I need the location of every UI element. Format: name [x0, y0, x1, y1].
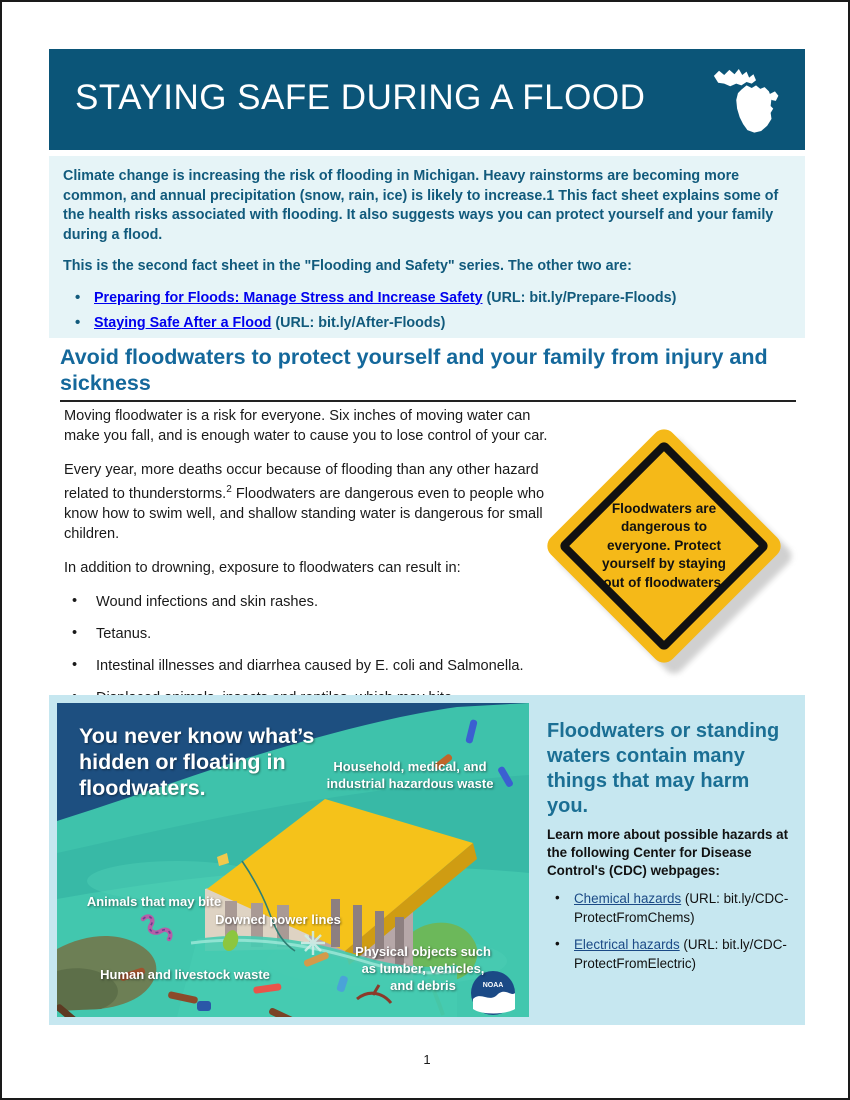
- body-paragraph-2-a: Every year, more deaths occur because of flooding than any other hazard related to thunderstorms.: [64, 462, 539, 502]
- link-chemical-hazards[interactable]: Chemical hazards: [574, 891, 682, 906]
- body-paragraph-1: Moving floodwater is a risk for everyone. Six inches of moving water can make you fall, and is enough water to cause you to lose control of your car.: [64, 408, 548, 444]
- intro-panel: [49, 156, 805, 338]
- link-url-text: (URL: bit.ly/CDC-ProtectFromChems): [574, 891, 789, 925]
- intro-paragraph-2: This is the second fact sheet in the "Flooding and Safety" series. The other two are:: [63, 258, 632, 274]
- bullet-glyph: •: [75, 288, 81, 306]
- bullet-glyph: •: [72, 592, 78, 609]
- warning-sign-text: Floodwaters are dangerous to everyone. Protect yourself by staying out of floodwaters.: [602, 500, 726, 590]
- link-url-text: (URL: bit.ly/CDC-ProtectFromElectric): [574, 937, 787, 971]
- list-item: [64, 656, 554, 676]
- intro-paragraph-1: Climate change is increasing the risk of flooding in Michigan. Heavy rainstorms are becoming more common, and annual precipitation (snow, rain, ice) is likely to increase.1 This fact sheet explains some of the health risks associated with flooding. It also suggests ways you can protect yourself and your family during a flood.: [63, 168, 779, 243]
- cdc-links-list: [547, 890, 789, 973]
- list-item: [547, 890, 789, 927]
- bullet-glyph: •: [72, 656, 78, 673]
- illustration-label-downed-power-lines: Downed power lines: [215, 912, 341, 927]
- michigan-state-map-icon: [707, 57, 793, 143]
- page-header-banner: [49, 49, 805, 150]
- illustration-heading: You never know what’s hidden or floating in floodwaters.: [79, 724, 315, 800]
- bullet-glyph: •: [72, 624, 78, 641]
- link-url-text: (URL: bit.ly/After-Floods): [271, 315, 446, 331]
- hazards-info-column: [539, 703, 797, 982]
- list-item-label: Wound infections and skin rashes.: [96, 593, 319, 610]
- section-body-column: [64, 406, 554, 720]
- link-url-text: (URL: bit.ly/Prepare-Floods): [482, 289, 677, 306]
- page-title: STAYING SAFE DURING A FLOOD: [75, 78, 646, 117]
- body-paragraph-2: [64, 460, 554, 544]
- body-paragraph-3: In addition to drowning, exposure to floodwaters can result in:: [64, 559, 461, 576]
- body-paragraph-2-b: Floodwaters are dangerous even to people who know how to swim well, and shallow standing water is dangerous for small children.: [64, 485, 545, 542]
- bullet-glyph: •: [555, 936, 560, 951]
- list-item: [63, 314, 791, 334]
- section-divider: [60, 400, 796, 402]
- illustration-label-human-livestock-waste: Human and livestock waste: [100, 967, 270, 982]
- illustration-label-hazardous-waste: Household, medical, and industrial hazardous waste: [326, 759, 494, 791]
- list-item-label: Intestinal illnesses and diarrhea caused by E. coli and Salmonella.: [96, 657, 524, 674]
- page-number: 1: [423, 1052, 431, 1067]
- list-item: [547, 936, 789, 973]
- list-item: [64, 624, 554, 644]
- svg-text:NOAA: NOAA: [482, 982, 504, 989]
- illustration-label-physical-objects: Physical objects such as lumber, vehicles, and debris: [355, 944, 491, 993]
- hazards-heading: Floodwaters or standing waters contain many things that may harm you.: [547, 720, 780, 817]
- link-staying-safe-after-flood[interactable]: Staying Safe After a Flood: [94, 315, 272, 331]
- footnote-marker: 2: [226, 484, 232, 495]
- flood-illustration: [57, 703, 529, 1017]
- list-item-label: Tetanus.: [96, 625, 152, 642]
- related-factsheet-list: [63, 289, 791, 334]
- section-heading: Avoid floodwaters to protect yourself and your family from injury and sickness: [60, 345, 768, 395]
- list-item: [64, 592, 554, 612]
- illustration-label-animals-bite: Animals that may bite: [86, 894, 222, 909]
- exposure-risk-list: [64, 592, 554, 708]
- list-item: [63, 289, 791, 309]
- bullet-glyph: •: [75, 314, 81, 331]
- bottom-panel: [49, 695, 805, 1025]
- warning-sign: [550, 432, 798, 680]
- bullet-glyph: •: [555, 890, 560, 905]
- hazards-paragraph: Learn more about possible hazards at the following Center for Disease Control's (CDC) webpages:: [547, 827, 789, 878]
- link-electrical-hazards[interactable]: Electrical hazards: [574, 937, 680, 952]
- link-prepare-for-floods[interactable]: Preparing for Floods: Manage Stress and Increase Safety: [94, 289, 483, 306]
